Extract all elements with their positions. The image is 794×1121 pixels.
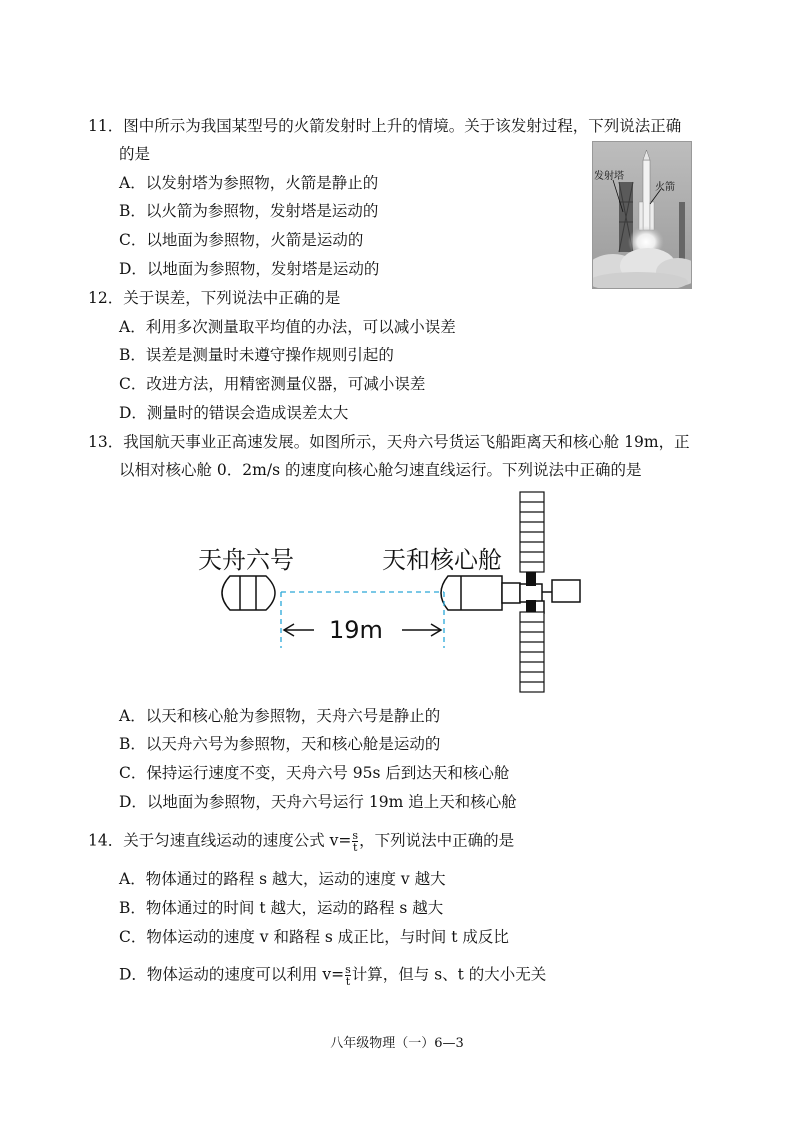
- q14-option-c: C．物体运动的速度 v 和路程 s 成正比，与时间 t 成反比: [119, 928, 509, 946]
- q11-option-c: C．以地面为参照物，火箭是运动的: [119, 231, 364, 249]
- label-tianhe-core: 天和核心舱: [382, 546, 502, 574]
- q14-stem-after: ，下列说法中正确的是: [359, 831, 515, 850]
- q12-option-b: B．误差是测量时未遵守操作规则引起的: [119, 346, 394, 364]
- q11-stem-line1: 11．图中所示为我国某型号的火箭发射时上升的情境。关于该发射过程，下列说法正确: [88, 117, 682, 135]
- q12-option-d: D．测量时的错误会造成误差太大: [119, 404, 349, 422]
- photo-label-rocket: 火箭: [655, 182, 675, 193]
- q11-option-a: A．以发射塔为参照物，火箭是静止的: [119, 174, 379, 192]
- q12-option-c: C．改进方法，用精密测量仪器，可减小误差: [119, 375, 426, 393]
- option-d-numerator: s: [345, 963, 351, 976]
- rocket-launch-photo: [592, 141, 692, 289]
- q13-option-a: A．以天和核心舱为参照物，天舟六号是静止的: [119, 707, 441, 725]
- q14-option-d-after: 计算，但与 s、t 的大小无关: [351, 965, 547, 984]
- q14-stem: [88, 830, 514, 853]
- formula-numerator: s: [352, 829, 359, 842]
- q12-stem: 12．关于误差，下列说法中正确的是: [88, 289, 341, 307]
- q14-option-d: [119, 964, 546, 987]
- q11-option-d: D．以地面为参照物，发射塔是运动的: [119, 260, 380, 278]
- option-d-formula: [345, 964, 351, 987]
- q13-option-b: B．以天舟六号为参照物，天和核心舱是运动的: [119, 735, 441, 753]
- option-d-denominator: t: [345, 975, 351, 988]
- q11-stem-line2: 的是: [119, 145, 151, 163]
- formula-denominator: t: [353, 841, 358, 854]
- q13-stem-line2: 以相对核心舱 0．2m/s 的速度向核心舱匀速直线运行。下列说法中正确的是: [119, 461, 642, 479]
- spacecraft-diagram: [186, 488, 596, 696]
- q12-option-a: A．利用多次测量取平均值的办法，可以减小误差: [119, 318, 456, 336]
- label-tianzhou-6: 天舟六号: [198, 546, 294, 574]
- q14-option-a: A．物体通过的路程 s 越大，运动的速度 v 越大: [119, 870, 446, 888]
- q13-option-d: D．以地面为参照物，天舟六号运行 19m 追上天和核心舱: [119, 793, 517, 811]
- photo-label-tower: 发射塔: [594, 171, 624, 182]
- q14-option-d-before: D．物体运动的速度可以利用 v=: [119, 965, 345, 984]
- q14-stem-before: 14．关于匀速直线运动的速度公式 v=: [88, 831, 352, 850]
- q14-option-b: B．物体通过的时间 t 越大，运动的路程 s 越大: [119, 899, 444, 917]
- q13-option-c: C．保持运行速度不变，天舟六号 95s 后到达天和核心舱: [119, 764, 510, 782]
- q13-stem-line1: 13．我国航天事业正高速发展。如图所示，天舟六号货运飞船距离天和核心舱 19m，正: [88, 433, 690, 451]
- q11-option-b: B．以火箭为参照物，发射塔是运动的: [119, 202, 379, 220]
- page-footer: 八年级物理（一）6—3: [330, 1036, 464, 1051]
- speed-formula: [352, 830, 358, 853]
- label-distance: 19m: [329, 616, 383, 644]
